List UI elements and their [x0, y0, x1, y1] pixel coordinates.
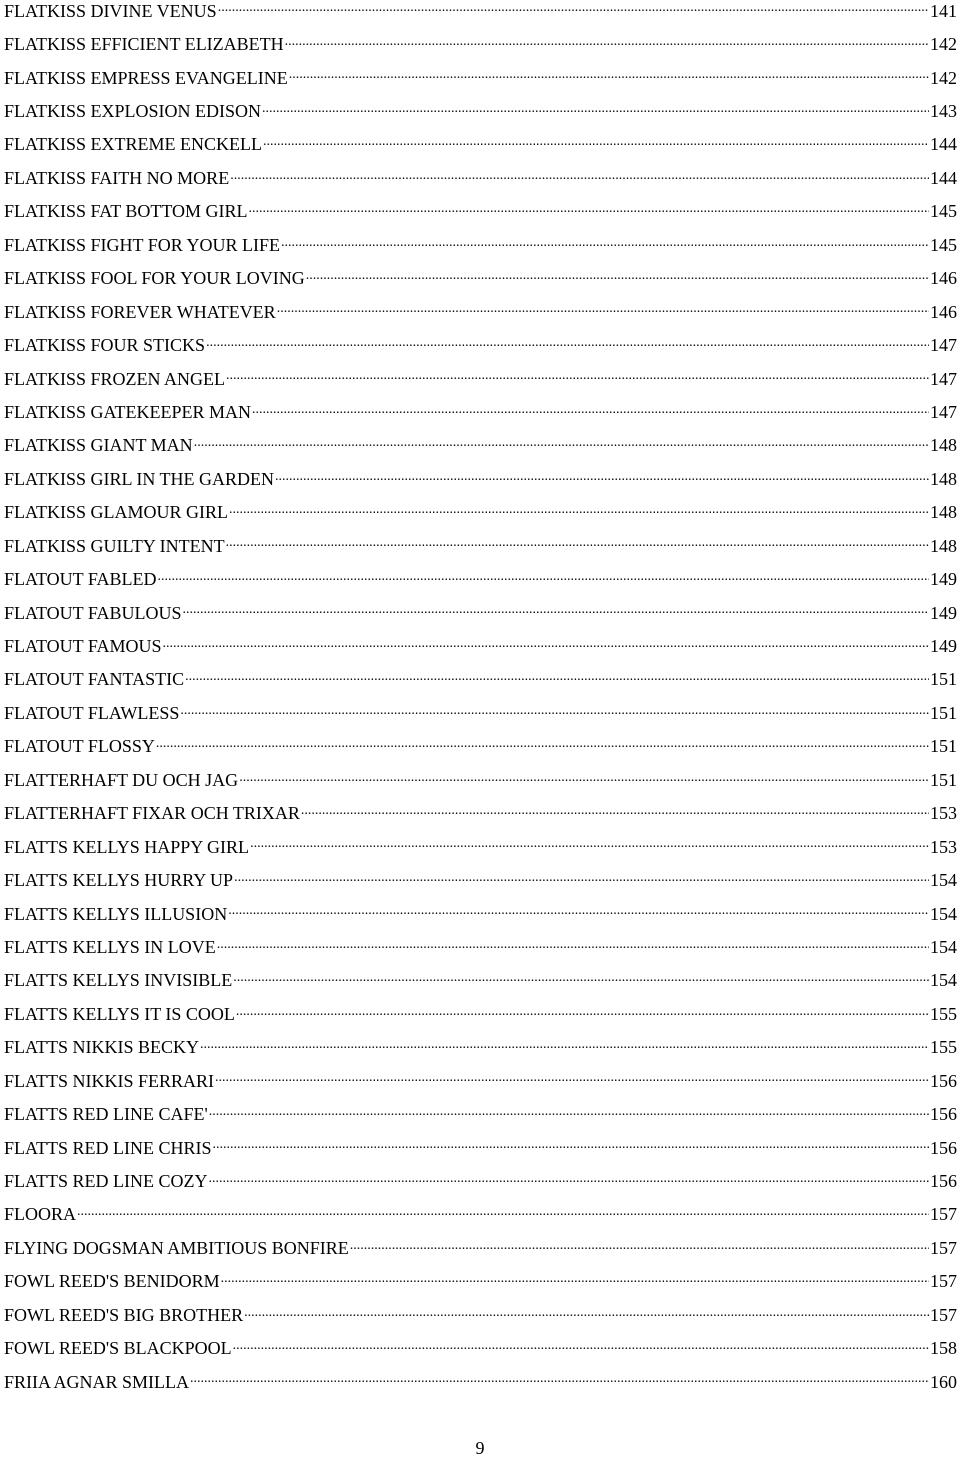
toc-entry[interactable] [4, 0, 957, 27]
toc-entry-title: FLATKISS DIVINE VENUS [4, 0, 217, 21]
toc-dot-leader [217, 935, 929, 964]
toc-entry-page: 147 [930, 368, 957, 389]
toc-entry-title: FLATTS KELLYS IT IS COOL [4, 1003, 235, 1024]
page-number: 9 [475, 1438, 485, 1458]
toc-entry-page: 145 [930, 201, 957, 222]
toc-entry-page: 154 [930, 870, 957, 891]
toc-entry-page: 149 [930, 602, 957, 623]
toc-entry[interactable] [4, 161, 957, 194]
toc-entry-page: 151 [930, 669, 957, 690]
toc-dot-leader [209, 1169, 930, 1198]
toc-entry-page: 157 [930, 1204, 957, 1225]
toc-entry[interactable] [4, 663, 957, 696]
toc-entry[interactable] [4, 1231, 957, 1264]
toc-entry-title: FOWL REED'S BENIDORM [4, 1271, 220, 1292]
toc-entry-page: 143 [930, 101, 957, 122]
toc-dot-leader [221, 1269, 929, 1298]
toc-dot-leader [228, 901, 929, 930]
toc-entry-title: FLATKISS FAITH NO MORE [4, 167, 230, 188]
table-of-contents [4, 0, 957, 1398]
toc-entry-title: FLATKISS FIGHT FOR YOUR LIFE [4, 234, 281, 255]
toc-entry-title: FLATTERHAFT FIXAR OCH TRIXAR [4, 803, 300, 824]
toc-dot-leader [213, 1135, 929, 1164]
toc-dot-leader [249, 199, 929, 228]
toc-dot-leader [218, 0, 929, 27]
toc-entry-page: 148 [930, 502, 957, 523]
toc-entry[interactable] [4, 763, 957, 796]
toc-entry-title: FLATKISS EXTREME ENCKELL [4, 134, 262, 155]
toc-entry-title: FLATTERHAFT DU OCH JAG [4, 769, 239, 790]
toc-entry-page: 142 [930, 34, 957, 55]
toc-entry-page: 151 [930, 769, 957, 790]
toc-entry[interactable] [4, 730, 957, 763]
toc-dot-leader [158, 567, 929, 596]
toc-dot-leader [163, 634, 929, 663]
toc-entry[interactable] [4, 1332, 957, 1365]
toc-entry[interactable] [4, 1198, 957, 1231]
toc-entry-page: 153 [930, 836, 957, 857]
toc-entry[interactable] [4, 997, 957, 1030]
toc-entry-title: FLATKISS FAT BOTTOM GIRL [4, 201, 248, 222]
toc-dot-leader [226, 366, 929, 395]
toc-entry-title: FLATTS KELLYS ILLUSION [4, 903, 228, 924]
toc-dot-leader [234, 868, 929, 897]
toc-entry-title: FLATKISS GIANT MAN [4, 435, 193, 456]
toc-dot-leader [275, 467, 929, 496]
toc-entry-title: FOWL REED'S BIG BROTHER [4, 1304, 244, 1325]
toc-entry-title: FLATTS KELLYS INVISIBLE [4, 970, 233, 991]
toc-entry[interactable] [4, 496, 957, 529]
toc-entry-page: 141 [930, 0, 957, 21]
toc-dot-leader [185, 667, 929, 696]
toc-entry-title: FLATKISS EXPLOSION EDISON [4, 101, 262, 122]
toc-entry-page: 149 [930, 569, 957, 590]
toc-entry-title: FOWL REED'S BLACKPOOL [4, 1338, 232, 1359]
toc-entry[interactable] [4, 395, 957, 428]
toc-dot-leader [77, 1202, 929, 1231]
toc-entry[interactable] [4, 1298, 957, 1331]
toc-entry[interactable] [4, 1031, 957, 1064]
toc-dot-leader [229, 500, 929, 529]
toc-dot-leader [236, 1002, 929, 1031]
toc-entry-page: 158 [930, 1338, 957, 1359]
toc-entry[interactable] [4, 462, 957, 495]
toc-entry-page: 148 [930, 435, 957, 456]
toc-dot-leader [156, 734, 929, 763]
toc-entry[interactable] [4, 1097, 957, 1130]
toc-entry-page: 146 [930, 301, 957, 322]
toc-dot-leader [226, 533, 929, 562]
toc-entry[interactable] [4, 596, 957, 629]
toc-dot-leader [306, 266, 929, 295]
toc-dot-leader [209, 1102, 929, 1131]
toc-entry-title: FLATOUT FLOSSY [4, 736, 155, 757]
toc-entry-title: FLATTS NIKKIS BECKY [4, 1037, 200, 1058]
toc-entry[interactable] [4, 195, 957, 228]
toc-entry-page: 156 [930, 1070, 957, 1091]
toc-entry-page: 156 [930, 1137, 957, 1158]
toc-entry-page: 154 [930, 970, 957, 991]
toc-entry[interactable] [4, 1365, 957, 1398]
toc-entry[interactable] [4, 429, 957, 462]
toc-entry[interactable] [4, 830, 957, 863]
toc-entry[interactable] [4, 797, 957, 830]
toc-dot-leader [233, 968, 929, 997]
toc-entry-title: FLATTS KELLYS HAPPY GIRL [4, 836, 250, 857]
toc-entry-page: 142 [930, 67, 957, 88]
toc-entry-page: 151 [930, 702, 957, 723]
toc-dot-leader [301, 801, 929, 830]
toc-entry[interactable] [4, 328, 957, 361]
toc-dot-leader [281, 233, 929, 262]
toc-entry-title: FLATKISS FROZEN ANGEL [4, 368, 226, 389]
toc-entry-page: 153 [930, 803, 957, 824]
toc-entry-title: FLYING DOGSMAN AMBITIOUS BONFIRE [4, 1237, 349, 1258]
toc-entry-page: 144 [930, 167, 957, 188]
toc-entry-title: FLATKISS FOUR STICKS [4, 335, 206, 356]
toc-entry-title: FLATTS RED LINE CAFE' [4, 1104, 208, 1125]
toc-dot-leader [263, 132, 929, 161]
toc-entry-page: 157 [930, 1237, 957, 1258]
toc-entry-title: FLATOUT FABULOUS [4, 602, 182, 623]
toc-entry[interactable] [4, 262, 957, 295]
toc-entry-title: FLATOUT FABLED [4, 569, 157, 590]
toc-entry[interactable] [4, 362, 957, 395]
toc-entry-title: FLATTS NIKKIS FERRARI [4, 1070, 215, 1091]
toc-entry-title: FLATKISS GUILTY INTENT [4, 535, 225, 556]
toc-entry-title: FLATKISS EMPRESS EVANGELINE [4, 67, 288, 88]
toc-dot-leader [190, 1369, 929, 1398]
toc-entry-title: FLATOUT FAMOUS [4, 636, 162, 657]
toc-dot-leader [350, 1236, 929, 1265]
toc-entry-page: 149 [930, 636, 957, 657]
toc-dot-leader [250, 834, 929, 863]
toc-entry[interactable] [4, 1265, 957, 1298]
toc-entry[interactable] [4, 562, 957, 595]
toc-entry[interactable] [4, 94, 957, 127]
toc-entry-page: 157 [930, 1304, 957, 1325]
toc-dot-leader [239, 768, 929, 797]
toc-dot-leader [289, 65, 929, 94]
toc-dot-leader [183, 600, 929, 629]
toc-entry[interactable] [4, 128, 957, 161]
toc-entry-title: FRIIA AGNAR SMILLA [4, 1371, 190, 1392]
toc-entry-page: 157 [930, 1271, 957, 1292]
toc-dot-leader [252, 400, 929, 429]
toc-entry[interactable] [4, 295, 957, 328]
toc-entry[interactable] [4, 1131, 957, 1164]
toc-entry-page: 144 [930, 134, 957, 155]
toc-entry-page: 147 [930, 401, 957, 422]
toc-entry[interactable] [4, 61, 957, 94]
toc-entry[interactable] [4, 629, 957, 662]
toc-entry-page: 145 [930, 234, 957, 255]
toc-dot-leader [200, 1035, 929, 1064]
toc-entry-page: 151 [930, 736, 957, 757]
toc-entry[interactable] [4, 1064, 957, 1097]
toc-entry-page: 154 [930, 936, 957, 957]
toc-entry[interactable] [4, 863, 957, 896]
toc-entry[interactable] [4, 27, 957, 60]
toc-entry-page: 154 [930, 903, 957, 924]
toc-entry[interactable] [4, 1164, 957, 1197]
toc-entry-page: 155 [930, 1037, 957, 1058]
toc-entry-title: FLATKISS GIRL IN THE GARDEN [4, 468, 274, 489]
toc-entry-page: 147 [930, 335, 957, 356]
toc-entry[interactable] [4, 529, 957, 562]
toc-entry-page: 146 [930, 268, 957, 289]
toc-entry[interactable] [4, 897, 957, 930]
toc-entry-page: 148 [930, 468, 957, 489]
toc-dot-leader [215, 1068, 929, 1097]
toc-dot-leader [206, 333, 929, 362]
toc-entry-title: FLATKISS GATEKEEPER MAN [4, 401, 252, 422]
toc-entry[interactable] [4, 930, 957, 963]
toc-entry-title: FLOORA [4, 1204, 77, 1225]
toc-entry-title: FLATOUT FLAWLESS [4, 702, 180, 723]
toc-entry-title: FLATOUT FANTASTIC [4, 669, 185, 690]
toc-dot-leader [180, 701, 929, 730]
toc-entry-page: 148 [930, 535, 957, 556]
toc-entry[interactable] [4, 696, 957, 729]
toc-dot-leader [194, 433, 929, 462]
toc-entry-title: FLATTS KELLYS IN LOVE [4, 936, 216, 957]
toc-entry-page: 160 [930, 1371, 957, 1392]
toc-entry[interactable] [4, 228, 957, 261]
toc-dot-leader [230, 166, 929, 195]
toc-entry-page: 156 [930, 1171, 957, 1192]
toc-entry-title: FLATTS KELLYS HURRY UP [4, 870, 234, 891]
toc-entry-page: 155 [930, 1003, 957, 1024]
toc-entry-title: FLATKISS FOOL FOR YOUR LOVING [4, 268, 305, 289]
toc-entry-page: 156 [930, 1104, 957, 1125]
toc-entry-title: FLATKISS GLAMOUR GIRL [4, 502, 229, 523]
toc-entry-title: FLATTS RED LINE CHRIS [4, 1137, 212, 1158]
toc-entry-title: FLATTS RED LINE COZY [4, 1171, 208, 1192]
toc-dot-leader [244, 1303, 929, 1332]
toc-entry-title: FLATKISS FOREVER WHATEVER [4, 301, 276, 322]
toc-entry[interactable] [4, 964, 957, 997]
toc-dot-leader [262, 99, 929, 128]
toc-dot-leader [277, 299, 929, 328]
toc-dot-leader [285, 32, 929, 61]
toc-entry-title: FLATKISS EFFICIENT ELIZABETH [4, 34, 284, 55]
toc-dot-leader [233, 1336, 929, 1365]
